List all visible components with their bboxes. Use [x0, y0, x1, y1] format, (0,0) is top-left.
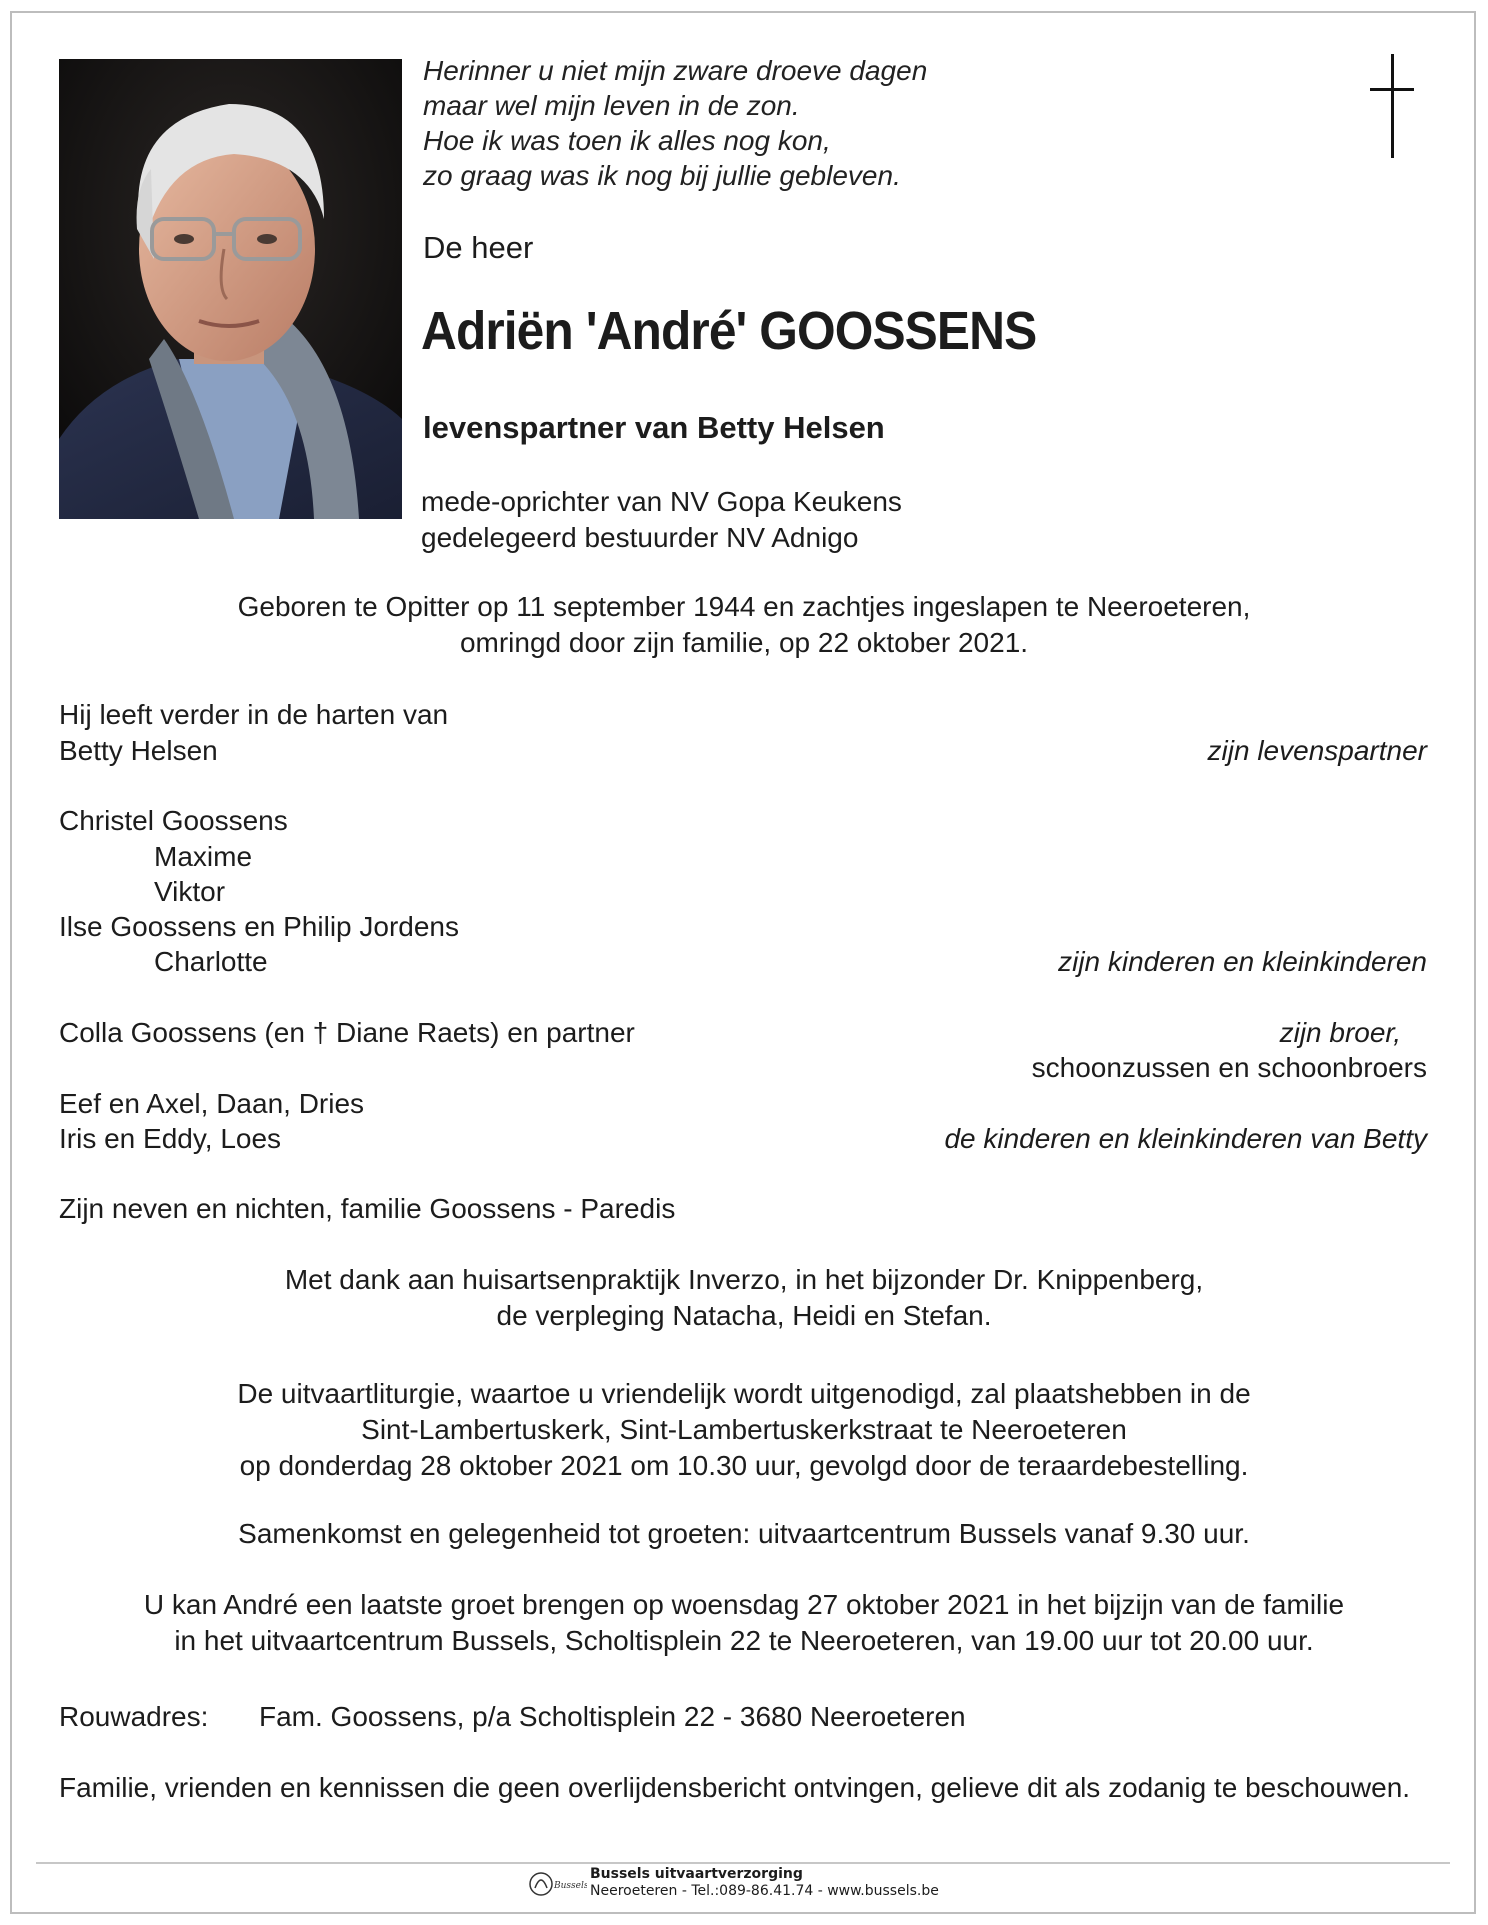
role-line: gedelegeerd bestuurder NV Adnigo: [421, 522, 859, 553]
gathering: [60, 1516, 1428, 1552]
address-value: Fam. Goossens, p/a Scholtisplein 22 - 3680 Neeroeteren: [259, 1701, 966, 1732]
birth-death-notice: [60, 589, 1428, 661]
family-row: [59, 909, 1427, 945]
role-line: mede-oprichter van NV Gopa Keukens: [421, 486, 902, 517]
grandchild-name: Charlotte: [154, 946, 268, 977]
family-name: Eef en Axel, Daan, Dries: [59, 1088, 365, 1119]
closing-note: Familie, vrienden en kennissen die geen overlijdensbericht ontvingen, gelieve dit als zodanig te beschouwen.: [59, 1772, 1411, 1803]
portrait-photo: [59, 59, 402, 519]
family-row: [59, 944, 1427, 980]
family-row: [59, 803, 1427, 839]
thanks-line: de verpleging Natacha, Heidi en Stefan.: [496, 1300, 992, 1331]
company-contact: Neeroeteren - Tel.:089-86.41.74 - www.bussels.be: [590, 1883, 939, 1899]
farewell-line: in het uitvaartcentrum Bussels, Scholtisplein 22 te Neeroeteren, van 19.00 uur tot 20.00 uur.: [174, 1625, 1314, 1656]
footer-info: [590, 1866, 939, 1900]
memorial-poem: [423, 53, 927, 193]
gathering-line: Samenkomst en gelegenheid tot groeten: uitvaartcentrum Bussels vanaf 9.30 uur.: [238, 1518, 1250, 1549]
svg-text:Bussels: Bussels: [554, 1881, 587, 1891]
partner-line: levenspartner van Betty Helsen: [423, 410, 885, 445]
liturgy-line: Sint-Lambertuskerk, Sint-Lambertuskerkstraat te Neeroeteren: [361, 1414, 1127, 1445]
family-intro-row: [59, 697, 1427, 733]
address-label: Rouwadres:: [59, 1701, 209, 1732]
family-name: Betty Helsen: [59, 735, 218, 766]
family-name: Ilse Goossens en Philip Jordens: [59, 911, 459, 942]
liturgy-line: op donderdag 28 oktober 2021 om 10.30 uur, gevolgd door de teraardebestelling.: [239, 1450, 1249, 1481]
family-name: Iris en Eddy, Loes: [59, 1123, 282, 1154]
liturgy: [60, 1376, 1428, 1484]
family-name: Zijn neven en nichten, familie Goossens - Paredis: [59, 1193, 676, 1224]
company-name: Bussels uitvaartverzorging: [590, 1866, 803, 1882]
family-row: [59, 1191, 1427, 1227]
family-row: [59, 1015, 1427, 1051]
salutation: De heer: [423, 230, 534, 265]
thanks: [60, 1262, 1428, 1334]
footer-divider: [36, 1862, 1450, 1864]
liturgy-line: De uitvaartliturgie, waartoe u vriendelijk wordt uitgenodigd, zal plaatshebben in de: [237, 1378, 1251, 1409]
deceased-name: Adriën 'André' GOOSSENS: [421, 301, 1037, 361]
family-intro: Hij leeft verder in de harten van: [59, 699, 449, 730]
roles: [421, 484, 902, 556]
birth-line: omringd door zijn familie, op 22 oktober 2021.: [459, 627, 1029, 658]
family-row: [59, 1086, 1427, 1122]
family-relation: de kinderen en kleinkinderen van Betty: [944, 1123, 1427, 1154]
poem-line: Herinner u niet mijn zware droeve dagen: [423, 55, 928, 86]
farewell: [60, 1587, 1428, 1659]
family-relation: schoonzussen en schoonbroers: [1031, 1052, 1427, 1083]
family-relation: zijn kinderen en kleinkinderen: [1058, 946, 1427, 977]
birth-line: Geboren te Opitter op 11 september 1944 en zachtjes ingeslapen te Neeroeteren,: [237, 591, 1251, 622]
mourning-address: [59, 1699, 1427, 1735]
thanks-line: Met dank aan huisartsenpraktijk Inverzo, in het bijzonder Dr. Knippenberg,: [284, 1264, 1204, 1295]
company-logo: [527, 1866, 587, 1904]
family-row: [59, 1121, 1427, 1157]
family-row: [59, 733, 1427, 769]
grandchild-name: Maxime: [154, 841, 253, 872]
poem-line: Hoe ik was toen ik alles nog kon,: [423, 125, 831, 156]
family-row: [59, 1050, 1427, 1086]
cross-icon: [1370, 54, 1414, 158]
poem-line: maar wel mijn leven in de zon.: [423, 90, 800, 121]
family-relation: zijn broer,: [1279, 1017, 1401, 1048]
grandchild-name: Viktor: [154, 876, 226, 907]
family-name: Christel Goossens: [59, 805, 288, 836]
family-name: Colla Goossens (en † Diane Raets) en partner: [59, 1017, 635, 1048]
farewell-line: U kan André een laatste groet brengen op woensdag 27 oktober 2021 in het bijzijn van de familie: [143, 1589, 1345, 1620]
family-row: [59, 874, 1427, 910]
family-row: [59, 839, 1427, 875]
family-relation: zijn levenspartner: [1207, 735, 1427, 766]
poem-line: zo graag was ik nog bij jullie gebleven.: [423, 160, 901, 191]
